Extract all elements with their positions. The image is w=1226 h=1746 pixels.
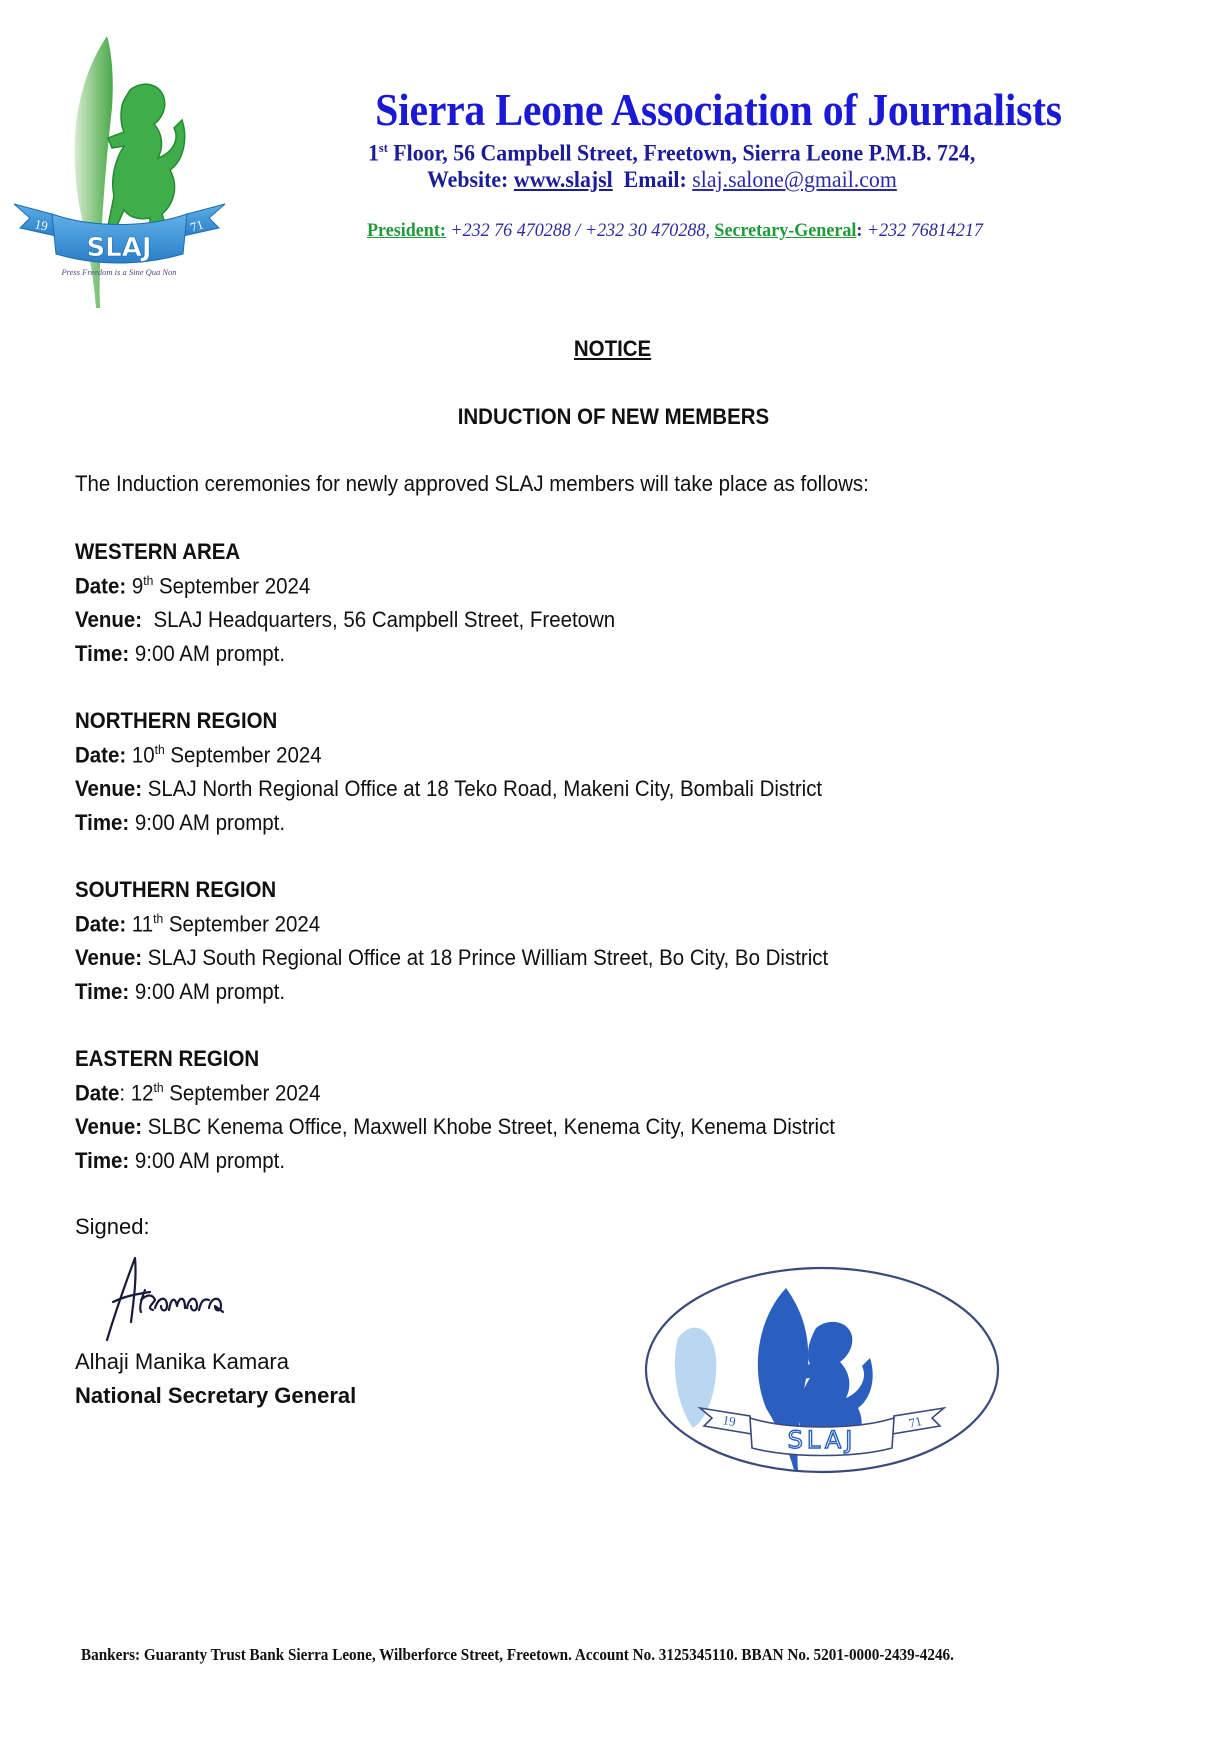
date-month-year: September 2024 — [153, 573, 311, 599]
notice-heading — [0, 336, 1226, 362]
signed-label: Signed: — [75, 1214, 150, 1239]
notice-heading-text: NOTICE — [574, 336, 652, 361]
intro-paragraph: The Induction ceremonies for newly approved SLAJ members will take place as follows: — [75, 471, 869, 496]
slaj-stamp — [638, 1258, 1006, 1484]
date-suffix: th — [143, 573, 154, 588]
address-floor-number: 1 — [368, 140, 379, 166]
region-date — [75, 573, 310, 599]
bankers-footer: Bankers: Guaranty Trust Bank Sierra Leone, Wilberforce Street, Freetown. Account No. 3125345110. BBAN No. 5201-0000-2439-4246. — [81, 1645, 954, 1664]
region-date — [75, 742, 322, 768]
region-venue — [75, 945, 828, 971]
venue-text: SLAJ South Regional Office at 18 Prince William Street, Bo City, Bo District — [142, 945, 829, 970]
region-date — [75, 911, 320, 937]
region-venue — [75, 1114, 835, 1140]
time-label: Time: — [75, 641, 130, 666]
secretary-general-label: Secretary-General — [714, 220, 857, 241]
date-label: Date: — [75, 742, 127, 768]
venue-label: Venue: — [75, 945, 143, 970]
venue-text: SLBC Kenema Office, Maxwell Khobe Street, Kenema City, Kenema District — [142, 1114, 835, 1139]
time-label: Time: — [75, 810, 130, 835]
date-suffix: th — [154, 742, 165, 757]
date-colon: : — [119, 1080, 126, 1106]
email-label: Email: — [623, 167, 687, 192]
region-venue — [75, 776, 822, 802]
venue-label: Venue: — [75, 1114, 143, 1139]
date-day: 12 — [125, 1080, 154, 1106]
time-text: 9:00 AM prompt. — [129, 979, 286, 1004]
induction-heading — [0, 404, 1226, 430]
date-month-year: September 2024 — [164, 742, 322, 768]
date-label: Date: — [75, 911, 127, 937]
date-suffix: th — [153, 1080, 164, 1095]
logo-year-left: 19 — [33, 216, 50, 234]
date-day: 11 — [126, 911, 154, 937]
stamp-year-right: 71 — [907, 1413, 924, 1431]
region-date — [75, 1080, 321, 1106]
president-phones: +232 76 470288 / +232 30 470288, — [445, 220, 710, 241]
date-month-year: September 2024 — [163, 911, 321, 937]
contact-web-line — [427, 167, 897, 193]
time-text: 9:00 AM prompt. — [129, 641, 286, 666]
induction-heading-text: INDUCTION OF NEW MEMBERS — [457, 404, 769, 429]
address-line — [368, 140, 975, 167]
date-month-year: September 2024 — [163, 1080, 321, 1106]
stamp-year-left: 19 — [721, 1412, 737, 1430]
venue-text: SLAJ North Regional Office at 18 Teko Road, Makeni City, Bombali District — [142, 776, 823, 801]
logo-year-right: 71 — [188, 216, 206, 235]
president-label: President: — [367, 220, 446, 241]
region-time — [75, 641, 285, 667]
website-link[interactable]: www.slajsl — [513, 167, 613, 192]
signature-image — [95, 1250, 255, 1345]
region-time — [75, 810, 285, 836]
date-day: 10 — [126, 742, 155, 768]
region-time — [75, 1148, 285, 1174]
logo-motto: Press Freedom is a Sine Qua Non — [61, 267, 177, 277]
venue-text: SLAJ Headquarters, 56 Campbell Street, Freetown — [142, 607, 616, 632]
address-text: Floor, 56 Campbell Street, Freetown, Sierra Leone P.M.B. 724, — [387, 140, 976, 166]
region-venue — [75, 607, 615, 633]
venue-label: Venue: — [75, 776, 143, 801]
region-name: WESTERN AREA — [75, 539, 241, 564]
lion-icon — [108, 84, 185, 234]
time-label: Time: — [75, 1148, 130, 1173]
region-name: NORTHERN REGION — [75, 708, 278, 733]
region-name: SOUTHERN REGION — [75, 877, 277, 902]
phone-contacts-line — [367, 220, 983, 242]
organization-name: Sierra Leone Association of Journalists — [375, 85, 1062, 135]
date-label: Date: — [75, 573, 127, 599]
region-name: EASTERN REGION — [75, 1046, 260, 1071]
stamp-text: SLAJ — [787, 1426, 857, 1454]
time-text: 9:00 AM prompt. — [129, 810, 286, 835]
secretary-general-phone: +232 76814217 — [862, 220, 983, 241]
signer-name: Alhaji Manika Kamara — [75, 1349, 289, 1374]
address-floor-suffix: st — [378, 140, 388, 155]
date-day: 9 — [126, 573, 144, 599]
time-label: Time: — [75, 979, 130, 1004]
time-text: 9:00 AM prompt. — [129, 1148, 286, 1173]
venue-label: Venue: — [75, 607, 143, 632]
website-label: Website: — [427, 167, 509, 192]
email-link[interactable]: slaj.salone@gmail.com — [692, 167, 897, 192]
secretary-general-colon: : — [856, 220, 863, 241]
slaj-logo — [12, 28, 227, 314]
date-suffix: th — [153, 911, 164, 926]
signer-title: National Secretary General — [75, 1383, 357, 1408]
logo-text: SLAJ — [86, 233, 152, 263]
date-label: Date — [75, 1080, 120, 1106]
region-time — [75, 979, 285, 1005]
